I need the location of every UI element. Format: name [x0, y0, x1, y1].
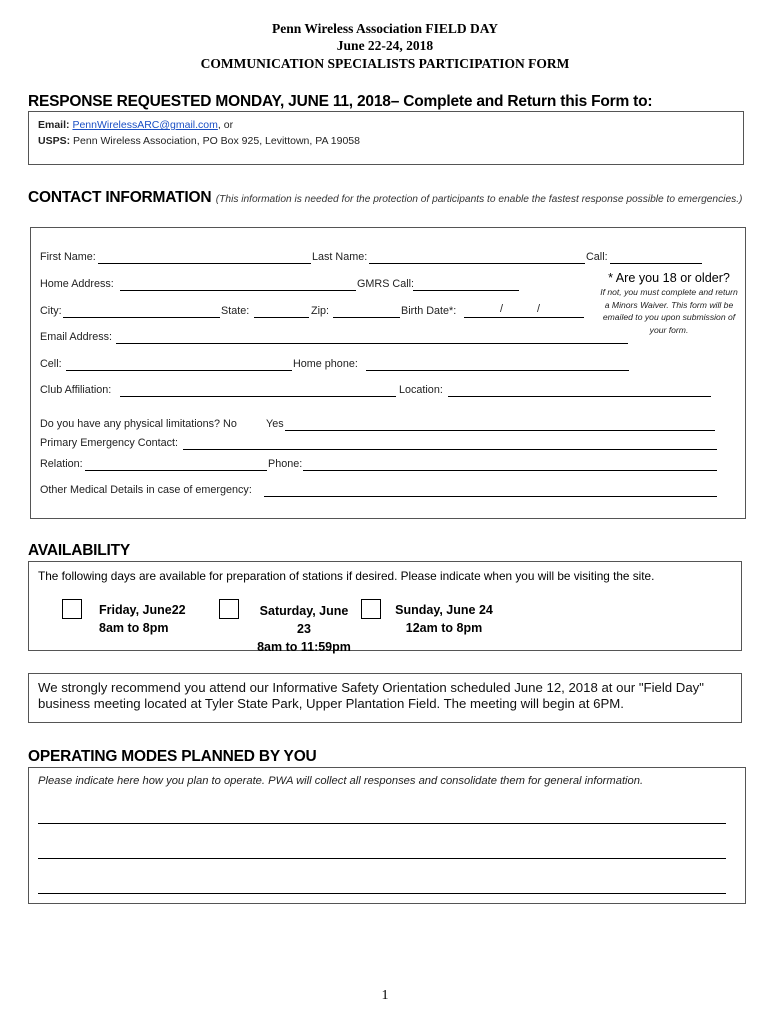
limitations-label: Do you have any physical limitations? No	[40, 418, 237, 430]
sunday-hours: 12am to 8pm	[405, 621, 483, 635]
friday-day: Friday, June22	[99, 603, 186, 617]
first-name-field[interactable]	[98, 263, 311, 264]
orientation-box	[28, 673, 742, 723]
friday-label	[99, 601, 186, 637]
birth-date-field[interactable]	[464, 317, 584, 318]
birth-date-separator-2: /	[537, 303, 540, 315]
medical-label: Other Medical Details in case of emergency:	[40, 484, 252, 496]
cell-field[interactable]	[66, 370, 292, 371]
home-address-label: Home Address:	[40, 278, 114, 290]
contact-heading: CONTACT INFORMATION	[28, 189, 212, 206]
location-field[interactable]	[448, 396, 711, 397]
last-name-label: Last Name:	[312, 251, 368, 263]
return-info-box	[28, 111, 744, 165]
first-name-label: First Name:	[40, 251, 96, 263]
availability-heading: AVAILABILITY	[28, 542, 131, 559]
usps-label: USPS:	[38, 135, 71, 147]
zip-label: Zip:	[311, 305, 329, 317]
modes-heading: OPERATING MODES PLANNED BY YOU	[28, 748, 317, 765]
city-label: City:	[40, 305, 62, 317]
limitations-yes-label: Yes	[266, 418, 284, 430]
home-phone-field[interactable]	[366, 370, 629, 371]
form-title-line-3: COMMUNICATION SPECIALISTS PARTICIPATION FORM	[200, 56, 570, 71]
city-field[interactable]	[63, 317, 220, 318]
orientation-text: We strongly recommend you attend our Informative Safety Orientation scheduled June 12, 2018 at our "Field Day" business meeting located at Tyler State Park, Upper Plantation Field. The meeting will begin at 6PM.	[38, 680, 704, 711]
email-label: Email:	[38, 119, 70, 131]
form-title-line-1: Penn Wireless Association FIELD DAY	[271, 21, 499, 36]
location-label: Location:	[399, 384, 443, 396]
friday-checkbox[interactable]	[62, 599, 82, 619]
call-field[interactable]	[610, 263, 702, 264]
page-number: 1	[381, 988, 389, 1003]
saturday-hours: 8am to 11:59pm	[257, 640, 351, 654]
email-address-label: Email Address:	[40, 331, 113, 343]
home-address-field[interactable]	[120, 290, 356, 291]
modes-intro: Please indicate here how you plan to operate. PWA will collect all responses and consolidate them for general information.	[38, 775, 644, 787]
gmrs-call-label: GMRS Call:	[357, 278, 414, 290]
zip-field[interactable]	[333, 317, 400, 318]
sunday-day: Sunday, June 24	[395, 603, 493, 617]
state-label: State:	[221, 305, 250, 317]
contact-note: (This information is needed for the protection of participants to enable the fastest response possible to emergencies.)	[215, 194, 743, 205]
call-label: Call:	[586, 251, 608, 263]
modes-line-2[interactable]	[38, 858, 726, 859]
cell-label: Cell:	[40, 358, 62, 370]
age-question: * Are you 18 or older?	[608, 271, 730, 285]
form-title-line-2: June 22-24, 2018	[336, 38, 434, 53]
usps-address: Penn Wireless Association, PO Box 925, Levittown, PA 19058	[73, 135, 360, 147]
sunday-label	[395, 601, 493, 637]
club-affiliation-label: Club Affiliation:	[40, 384, 112, 396]
phone-field[interactable]	[303, 470, 717, 471]
age-notice	[596, 266, 742, 348]
medical-field[interactable]	[264, 496, 717, 497]
availability-intro: The following days are available for preparation of stations if desired. Please indicate when you will be visiting the site.	[38, 569, 655, 583]
sunday-checkbox[interactable]	[361, 599, 381, 619]
phone-label: Phone:	[268, 458, 303, 470]
state-field[interactable]	[254, 317, 309, 318]
home-phone-label: Home phone:	[293, 358, 358, 370]
email-suffix: , or	[217, 119, 234, 131]
saturday-checkbox[interactable]	[219, 599, 239, 619]
modes-box	[28, 767, 746, 904]
saturday-label	[252, 602, 356, 656]
relation-field[interactable]	[85, 470, 267, 471]
age-note: If not, you must complete and return a Minors Waiver. This form will be emailed to you upon submission of your form.	[600, 287, 738, 335]
last-name-field[interactable]	[369, 263, 585, 264]
birth-date-separator-1: /	[500, 303, 503, 315]
response-heading: RESPONSE REQUESTED MONDAY, JUNE 11, 2018– Complete and Return this Form to:	[28, 93, 653, 110]
friday-hours: 8am to 8pm	[99, 621, 169, 635]
modes-line-1[interactable]	[38, 823, 726, 824]
birth-date-label: Birth Date*:	[401, 305, 457, 317]
modes-line-3[interactable]	[38, 893, 726, 894]
email-address-field[interactable]	[116, 343, 628, 344]
saturday-day: Saturday, June 23	[259, 604, 349, 636]
gmrs-call-field[interactable]	[413, 290, 519, 291]
email-link[interactable]: PennWirelessARC@gmail.com	[72, 119, 218, 131]
relation-label: Relation:	[40, 458, 83, 470]
limitations-field[interactable]	[285, 430, 715, 431]
primary-contact-label: Primary Emergency Contact:	[40, 437, 179, 449]
club-affiliation-field[interactable]	[120, 396, 396, 397]
primary-contact-field[interactable]	[183, 449, 717, 450]
